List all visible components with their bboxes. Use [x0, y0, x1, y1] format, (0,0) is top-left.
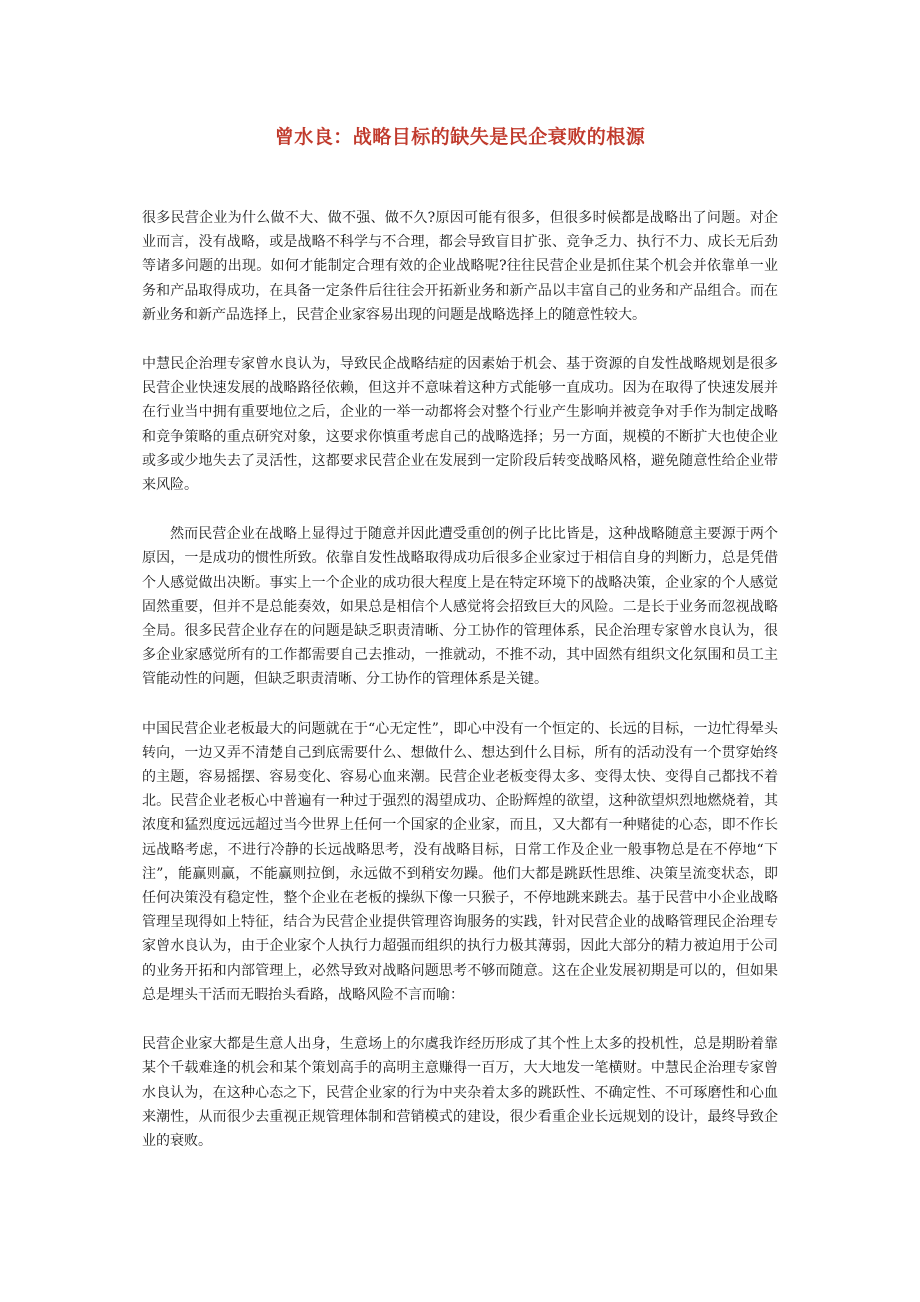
paragraph-5: 民营企业家大都是生意人出身，生意场上的尔虞我诈经历形成了其个性上太多的投机性，总是期盼着靠某个千载难逢的机会和某个策划高手的高明主意赚得一百万，大大地发一笔横财。中慧民企治理专家曾水良认为，在这种心态之下，民营企业家的行为中夹杂着太多的跳跃性、不确定性、不可琢磨性和心血来潮性，从而很少去重视正规管理体制和营销模式的建设，很少看重企业长远规划的设计，最终导致企业的衰败。: [142, 1036, 778, 1149]
paragraph-1: 很多民营企业为什么做不大、做不强、做不久?原因可能有很多，但很多时候都是战略出了问题。对企业而言，没有战略，或是战略不科学与不合理，都会导致盲目扩张、竞争乏力、执行不力、成长无后劲等诸多问题的出现。如何才能制定合理有效的企业战略呢?往往民营企业是抓住某个机会并依靠单一业务和产品取得成功，在具备一定条件后往往会开拓新业务和新产品以丰富自己的业务和产品组合。而在新业务和新产品选择上，民营企业家容易出现的问题是战略选择上的随意性较大。: [142, 210, 778, 323]
paragraph-2: 中慧民企治理专家曾水良认为，导致民企战略结症的因素始于机会、基于资源的自发性战略规划是很多民营企业快速发展的战略路径依赖，但这并不意味着这种方式能够一直成功。因为在取得了快速发展并在行业当中拥有重要地位之后，企业的一举一动都将会对整个行业产生影响并被竞争对手作为制定战略和竞争策略的重点研究对象，这要求你慎重考虑自己的战略选择；另一方面，规模的不断扩大也使企业或多或少地失去了灵活性，这都要求民营企业在发展到一定阶段后转变战略风格，避免随意性给企业带来风险。: [142, 356, 778, 494]
article-body: [142, 206, 778, 1178]
paragraph-3: 然而民营企业在战略上显得过于随意并因此遭受重创的例子比比皆是，这种战略随意主要源于两个原因，一是成功的惯性所致。依靠自发性战略取得成功后很多企业家过于相信自身的判断力，总是凭借个人感觉做出决断。事实上一个企业的成功很大程度上是在特定环境下的战略决策，企业家的个人感觉固然重要，但并不是总能奏效，如果总是相信个人感觉将会招致巨大的风险。二是长于业务而忽视战略全局。很多民营企业存在的问题是缺乏职责清晰、分工协作的管理体系，民企治理专家曾水良认为，很多企业家感觉所有的工作都需要自己去推动，一推就动，不推不动，其中固然有组织文化氛围和员工主管能动性的问题，但缺乏职责清晰、分工协作的管理体系是关键。: [142, 526, 778, 688]
page-title: 曾水良：战略目标的缺失是民企衰败的根源: [274, 126, 646, 148]
paragraph-4: 中国民营企业老板最大的问题就在于“心无定性”，即心中没有一个恒定的、长远的目标，一边忙得晕头转向，一边又弄不清楚自己到底需要什么、想做什么、想达到什么目标，所有的活动没有一个贯穿始终的主题，容易摇摆、容易变化、容易心血来潮。民营企业老板变得太多、变得太快、变得自己都找不着北。民营企业老板心中普遍有一种过于强烈的渴望成功、企盼辉煌的欲望，这种欲望炽烈地燃烧着，其浓度和猛烈度远远超过当今世界上任何一个国家的企业家，而且，又大都有一种赌徒的心态，即不作长远战略考虑，不进行冷静的长远战略思考，没有战略目标，日常工作及企业一般事物总是在不停地“下注”，能赢则赢，不能赢则拉倒，永远做不到稍安勿躁。他们大都是跳跃性思维、决策呈流变状态，即任何决策没有稳定性，整个企业在老板的操纵下像一只猴子，不停地跳来跳去。基于民营中小企业战略管理呈现得如上特征，结合为民营企业提供管理咨询服务的实践，针对民营企业的战略管理民企治理专家曾水良认为，由于企业家个人执行力超强而组织的执行力极其薄弱，因此大部分的精力被迫用于公司的业务开拓和内部管理上，必然导致对战略问题思考不够而随意。这在企业发展初期是可以的，但如果总是埋头干活而无暇抬头看路，战略风险不言而喻：: [142, 720, 778, 1003]
